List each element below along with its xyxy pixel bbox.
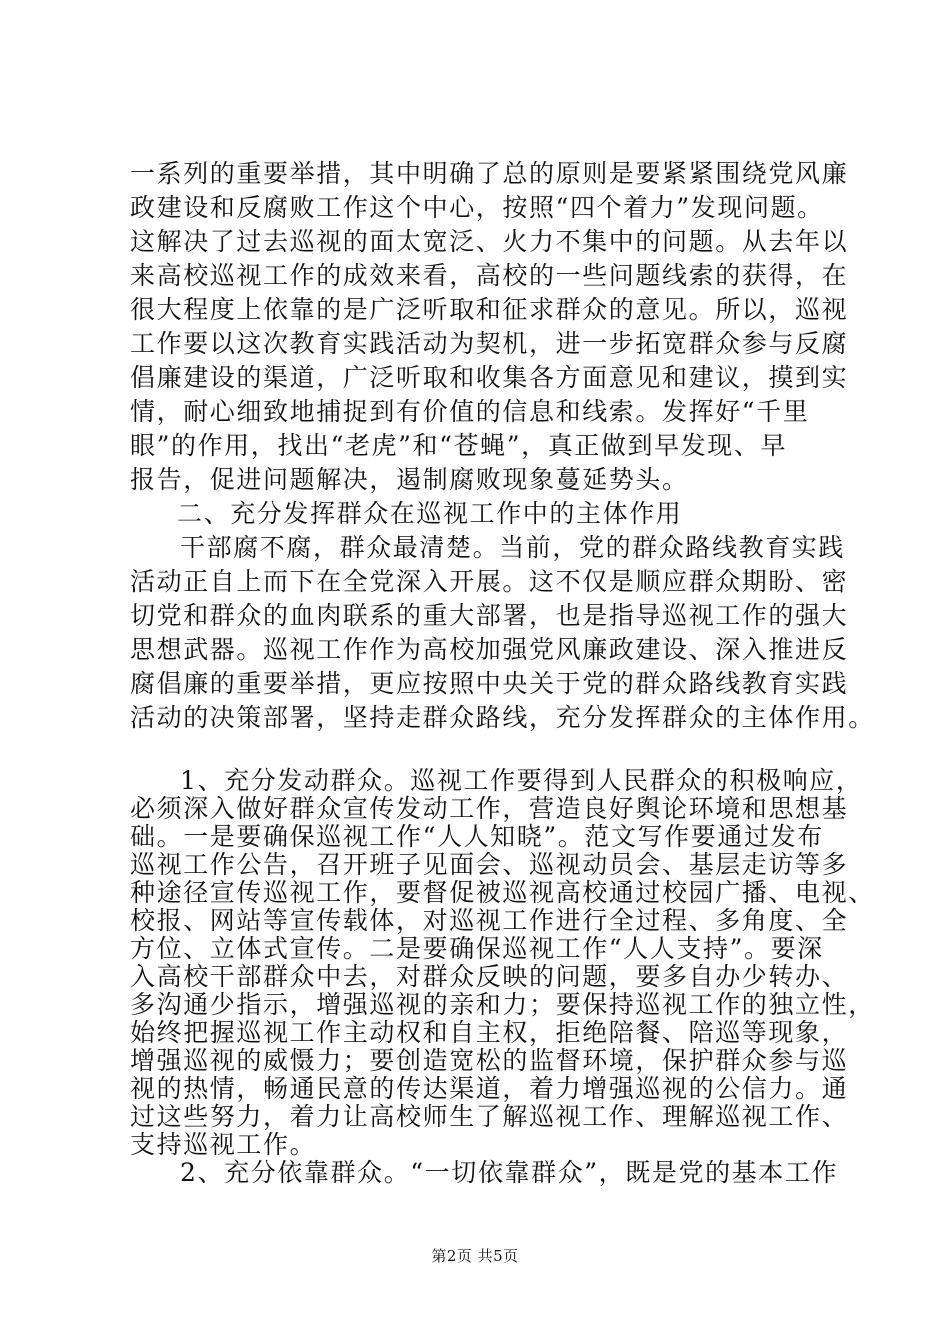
body-text-line: 巡视工作公告，召开班子见面会、巡视动员会、基层走访等多 [130, 850, 849, 879]
body-text-line: 入高校干部群众中去，对群众反映的问题，要多自办少转办、 [130, 962, 849, 991]
body-text-line: 必须深入做好群众宣传发动工作，营造良好舆论环境和思想基 [130, 794, 849, 823]
body-text-line: 很大程度上依靠的是广泛听取和征求群众的意见。所以，巡视 [130, 295, 849, 324]
paragraph-first-line: 干部腐不腐，群众最清楚。当前，党的群众路线教育实践 [180, 533, 846, 562]
body-text-line: 视的热情，畅通民意的传达渠道，着力增强巡视的公信力。通 [130, 1074, 849, 1103]
body-text-line: 眼”的作用，找出“老虎”和“苍蝇”，真正做到早发现、早 [130, 431, 788, 460]
section-heading: 二、充分发挥群众在巡视工作中的主体作用 [177, 499, 683, 528]
body-text-line: 增强巡视的威慑力；要创造宽松的监督环境，保护群众参与巡 [130, 1046, 849, 1075]
body-text-line: 活动的决策部署，坚持走群众路线，充分发挥群众的主体作用。 [130, 703, 875, 732]
body-text-line: 活动正自上而下在全党深入开展。这不仅是顺应群众期盼、密 [130, 567, 849, 596]
body-text-line: 倡廉建设的渠道，广泛听取和收集各方面意见和建议，摸到实 [130, 363, 849, 392]
paragraph-first-line: 2、充分依靠群众。“一切依靠群众”，既是党的基本工作 [180, 1158, 839, 1187]
body-text-line: 腐倡廉的重要举措，更应按照中央关于党的群众路线教育实践 [130, 669, 849, 698]
body-text-line: 切党和群众的血肉联系的重大部署，也是指导巡视工作的强大 [130, 601, 849, 630]
body-text-line: 始终把握巡视工作主动权和自主权，拒绝陪餐、陪巡等现象， [130, 1018, 849, 1047]
body-text-line: 思想武器。巡视工作作为高校加强党风廉政建设、深入推进反 [130, 635, 849, 664]
body-text-line: 这解决了过去巡视的面太宽泛、火力不集中的问题。从去年以 [130, 227, 849, 256]
body-text-line: 一系列的重要举措，其中明确了总的原则是要紧紧围绕党风廉 [130, 159, 849, 188]
body-text-line: 种途径宣传巡视工作，要督促被巡视高校通过校园广播、电视、 [130, 878, 875, 907]
page-footer: 第2页 共5页 [431, 1247, 519, 1265]
paragraph-first-line: 1、充分发动群众。巡视工作要得到人民群众的积极响应， [180, 766, 863, 795]
body-text-line: 础。一是要确保巡视工作“人人知晓”。范文写作要通过发布 [130, 822, 824, 851]
body-text-line: 方位、立体式宣传。二是要确保巡视工作“人人支持”。要深 [130, 934, 824, 963]
body-text-line: 政建设和反腐败工作这个中心，按照“四个着力”发现问题。 [130, 193, 824, 222]
body-text-line: 报告，促进问题解决，遏制腐败现象蔓延势头。 [130, 465, 689, 494]
body-text-line: 来高校巡视工作的成效来看，高校的一些问题线索的获得，在 [130, 261, 849, 290]
body-text-line: 过这些努力，着力让高校师生了解巡视工作、理解巡视工作、 [130, 1102, 849, 1131]
body-text-line: 工作要以这次教育实践活动为契机，进一步拓宽群众参与反腐 [130, 329, 849, 358]
body-text-line: 多沟通少指示，增强巡视的亲和力；要保持巡视工作的独立性， [130, 990, 875, 1019]
body-text-line: 情，耐心细致地捕捉到有价值的信息和线索。发挥好“千里 [130, 397, 810, 426]
body-text-line: 支持巡视工作。 [130, 1130, 317, 1159]
body-text-line: 校报、网站等宣传载体，对巡视工作进行全过程、多角度、全 [130, 906, 849, 935]
